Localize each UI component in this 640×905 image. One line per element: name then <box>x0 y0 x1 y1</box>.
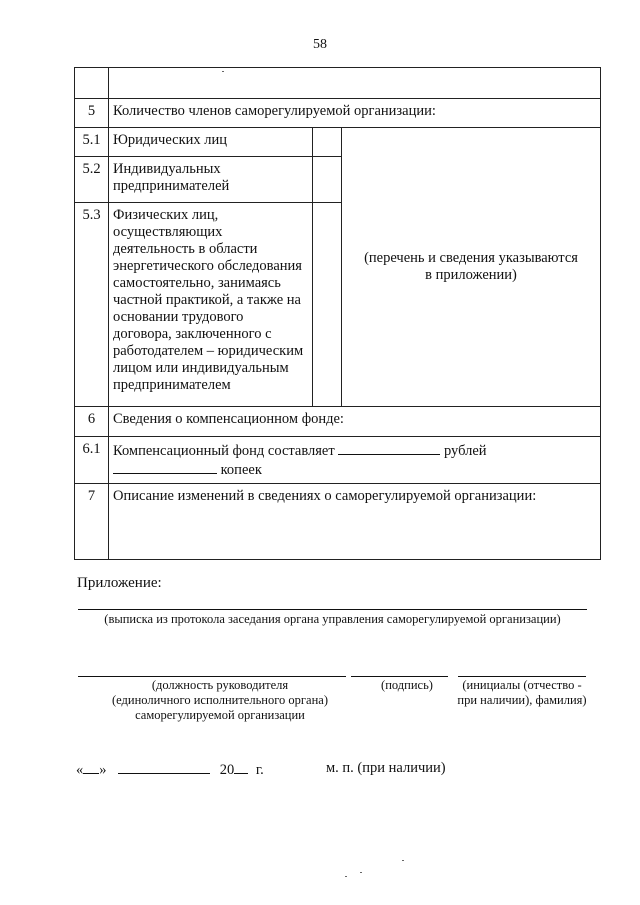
table-row <box>75 484 601 560</box>
scan-speck <box>345 876 347 877</box>
table-row <box>75 128 601 157</box>
initials-line <box>458 676 586 677</box>
appendix-note-line: в приложении) <box>425 267 517 283</box>
date-line: « » 20 г. <box>76 762 264 778</box>
appendix-line <box>78 609 587 610</box>
amount-kopecks-line <box>113 460 217 474</box>
table-row <box>75 68 601 99</box>
row-label: Физических лиц, осуществляющих деятельность в области энергетического обследования самостоятельно, занимаясь частной практикой, а также на основании трудового договора, заключенного с работодателем – юридическим лицом или индивидуальным предпринимателем <box>109 203 313 407</box>
row-label: Описание изменений в сведениях о саморегулируемой организации: <box>109 484 601 560</box>
row-number: 5.3 <box>75 203 109 407</box>
row-number: 7 <box>75 484 109 560</box>
scan-speck <box>360 872 362 873</box>
row-label: Индивидуальных предпринимателей <box>109 157 313 203</box>
appendix-note-cell <box>342 128 601 407</box>
initials-caption: (инициалы (отчество - при наличии), фамилия) <box>457 678 587 707</box>
row-label: Юридических лиц <box>109 128 313 157</box>
row-label: Количество членов саморегулируемой организации: <box>109 99 601 128</box>
signature-line <box>351 676 448 677</box>
appendix-note: (выписка из протокола заседания органа управления саморегулируемой организации) <box>104 612 561 626</box>
row-number: 5.1 <box>75 128 109 157</box>
table-row <box>75 437 601 484</box>
scan-speck <box>222 71 224 72</box>
row-number: 5 <box>75 99 109 128</box>
amount-rubles-line <box>338 441 440 455</box>
row-label: Компенсационный фонд составляет рублей копеек <box>109 437 601 484</box>
info-table <box>74 67 601 560</box>
year-line <box>234 760 248 774</box>
table-row <box>75 407 601 437</box>
table-row <box>75 99 601 128</box>
signature-caption: (подпись) <box>381 678 433 692</box>
stamp-place: м. п. (при наличии) <box>326 760 446 776</box>
position-line <box>78 676 346 677</box>
position-caption: (должность руководителя (единоличного исполнительного органа) саморегулируемой организации <box>112 678 328 722</box>
row-number: 5.2 <box>75 157 109 203</box>
value-cell <box>313 128 342 157</box>
row-number: 6 <box>75 407 109 437</box>
page-number: 58 <box>313 37 327 52</box>
row-label: Сведения о компенсационном фонде: <box>109 407 601 437</box>
day-line <box>83 760 99 774</box>
value-cell <box>313 203 342 407</box>
appendix-label: Приложение: <box>77 575 162 591</box>
scan-speck <box>402 860 404 861</box>
value-cell <box>313 157 342 203</box>
appendix-note-line: (перечень и сведения указываются <box>364 250 578 266</box>
row-number: 6.1 <box>75 437 109 484</box>
month-line <box>118 760 210 774</box>
